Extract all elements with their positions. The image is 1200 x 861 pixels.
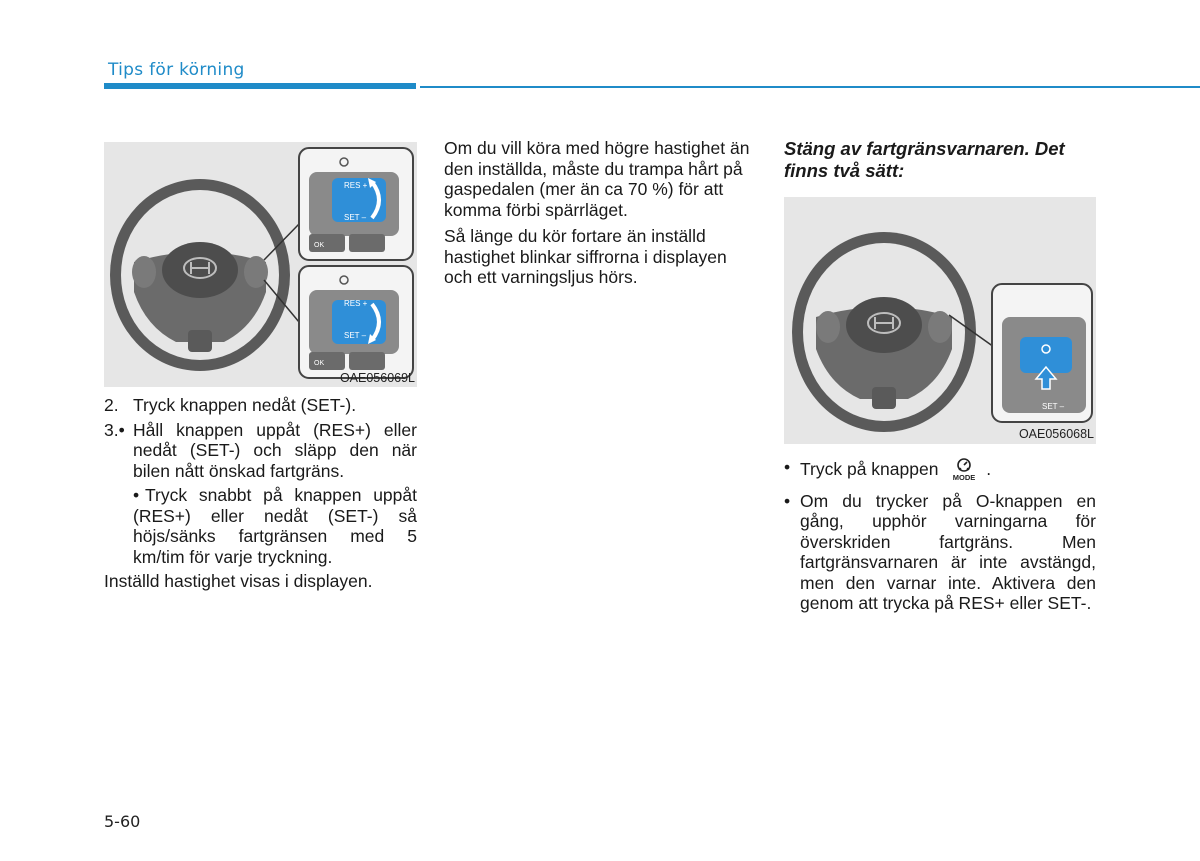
figure2-label: OAE056068L xyxy=(1018,427,1094,441)
step-3 xyxy=(104,420,417,482)
panel1-set-label: SET – xyxy=(344,213,367,222)
panel2-ok-label: OK xyxy=(314,360,325,367)
paragraph-2: Så länge du kör fortare än inställd hastighet blinkar siffrorna i displayen och ett varningsljus hörs. xyxy=(444,226,727,287)
paragraph-1: Om du vill köra med högre hastighet än den inställda, måste du trampa hårt på gaspedalen (mer än ca 70 %) för att komma förbi spärrläget. xyxy=(444,138,750,220)
column-1 xyxy=(104,395,417,592)
steering-wheel-illustration-2 xyxy=(784,197,1096,444)
step-3-number: 3.• xyxy=(104,419,125,440)
closing-text: Inställd hastighet visas i displayen. xyxy=(104,571,373,591)
steering-wheel-figure-1 xyxy=(104,142,417,387)
panel2-res-label: RES + xyxy=(344,299,368,308)
section-heading: Stäng av fartgränsvarnaren. Det finns två sätt: xyxy=(784,138,1065,181)
step-2-text: Tryck knappen nedåt (SET-). xyxy=(133,395,357,415)
step-3-text: Håll knappen uppåt (RES+) eller nedåt (SET-) och släpp den när bilen nått önskad fartgräns. xyxy=(133,419,417,481)
steering-wheel-figure-2 xyxy=(784,197,1096,444)
bullet-2: • Om du trycker på O-knappen en gång, upphör varningarna för överskriden fartgräns. Men fartgränsvarnaren är inte avstängd, men den varnar inte. Aktivera den genom att trycka på RES+ eller SET-. xyxy=(784,490,1096,613)
figure2-set-label: SET – xyxy=(1042,402,1065,411)
column-3-bullets xyxy=(784,457,1096,614)
bullet-1-text: Tryck på knappen xyxy=(800,459,939,479)
step-2 xyxy=(104,395,417,416)
page-number: 5-60 xyxy=(104,812,141,831)
header-rule-thick xyxy=(104,83,416,89)
page-section-title: Tips för körning xyxy=(108,60,245,80)
bullet-1: • Tryck på knappen MODE . xyxy=(784,457,1096,486)
step-2-number: 2. xyxy=(104,395,119,415)
header-rule-thin xyxy=(420,86,1200,88)
sub-bullet xyxy=(104,485,417,567)
steering-wheel-illustration-1 xyxy=(104,142,417,387)
svg-text:MODE: MODE xyxy=(953,473,976,481)
sub-bullet-text: • Tryck snabbt på knappen uppåt (RES+) eller nedåt (SET-) så höjs/sänks fartgränsen med 5 km/tim för varje tryckning. xyxy=(133,485,417,567)
panel1-res-label: RES + xyxy=(344,181,368,190)
column-3 xyxy=(784,138,1096,182)
panel2-set-label: SET – xyxy=(344,331,367,340)
mode-button-icon xyxy=(949,457,979,486)
column-2 xyxy=(444,138,757,288)
figure1-label: OAE056069L xyxy=(339,371,415,385)
panel1-ok-label: OK xyxy=(314,242,325,249)
bullet-2-text: Om du trycker på O-knappen en gång, upphör varningarna för överskriden fartgräns. Men fartgränsvarnaren är inte avstängd, men den varnar inte. Aktivera den genom att trycka på RES+ eller SET-. xyxy=(800,490,1096,613)
